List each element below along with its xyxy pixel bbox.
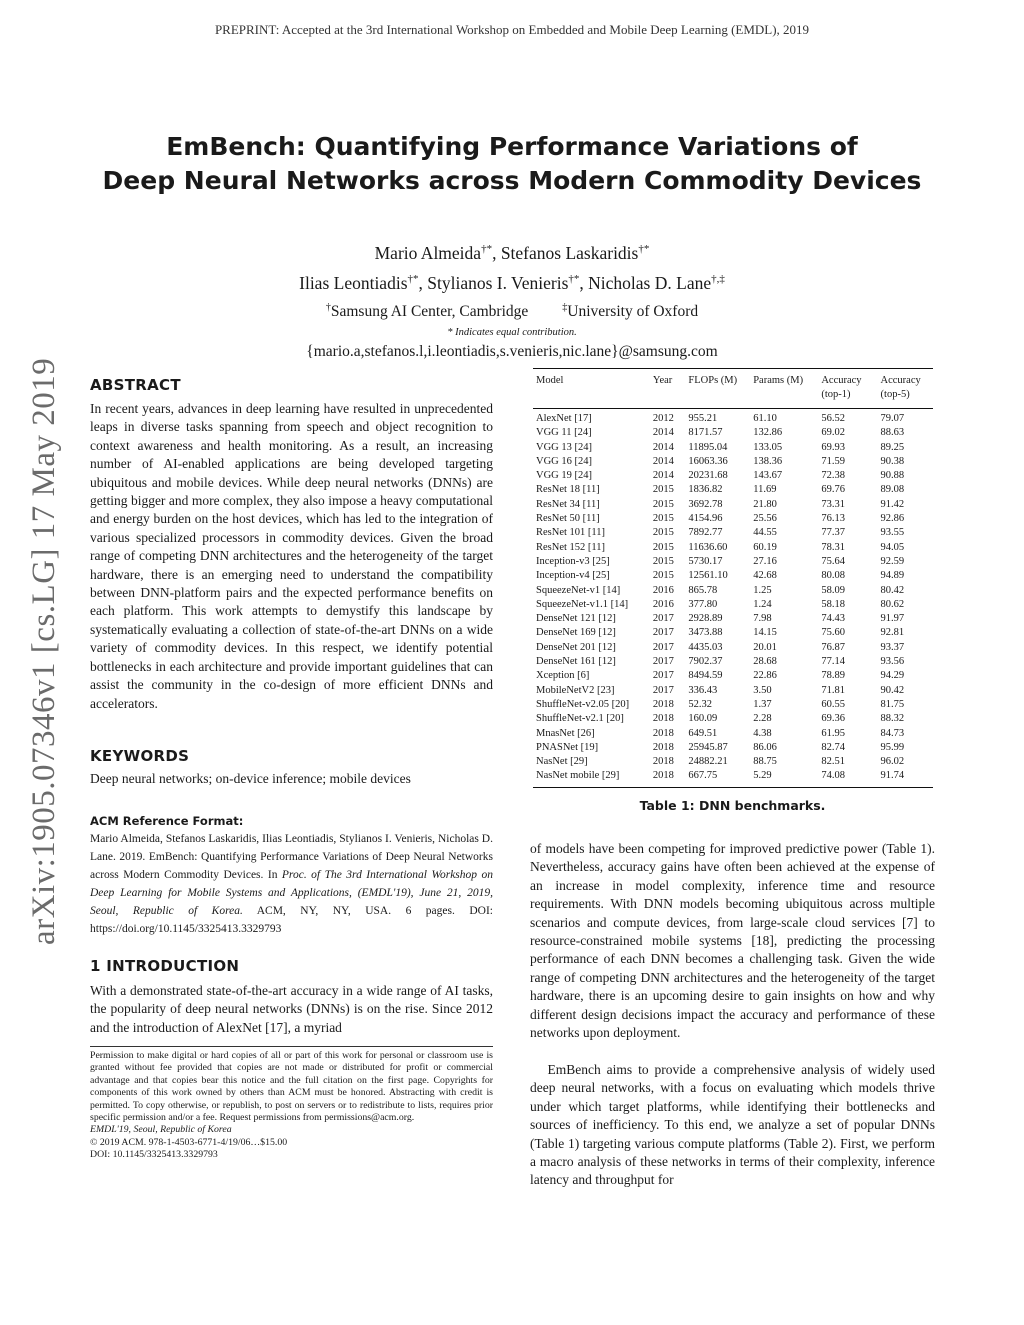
author-name: Stefanos Laskaridis xyxy=(500,242,639,263)
table-row xyxy=(533,598,933,612)
table-cell: 667.75 xyxy=(688,770,718,782)
table-cell: 89.25 xyxy=(880,441,905,453)
table-cell: 88.75 xyxy=(753,756,777,768)
table-cell: 20231.68 xyxy=(688,470,728,482)
table-cell: 2014 xyxy=(652,455,674,467)
table-row xyxy=(533,512,933,526)
table-cell: 336.43 xyxy=(688,684,718,696)
table-cell: 75.64 xyxy=(821,555,845,567)
table-row xyxy=(533,555,933,569)
column-header: Year xyxy=(652,375,673,386)
footnote-divider xyxy=(90,1046,493,1047)
table-cell: 28.68 xyxy=(753,656,777,668)
table-cell: 92.81 xyxy=(880,627,905,639)
table-cell: 132.86 xyxy=(753,427,783,439)
table-cell: 2017 xyxy=(652,627,674,639)
table-cell: Inception-v3 [25] xyxy=(536,555,610,567)
table-cell: 22.86 xyxy=(753,670,777,682)
author-mark: †* xyxy=(481,243,493,255)
table-row xyxy=(533,655,933,669)
table-cell: 84.73 xyxy=(880,727,905,739)
table-row xyxy=(533,712,933,726)
author-mark: †,‡ xyxy=(711,272,725,285)
table-cell: 80.42 xyxy=(880,584,905,596)
introduction-paragraph-2: EmBench aims to provide a comprehensive analysis of widely used deep neural networks, with a focus on evaluating which models thrive under which target platforms, while identifying their bottlenecks and sources of inefficiency. To this end, we analyze a set of popular DNNs (Table 1) targeting various compute platforms (Table 2). First, we perform a macro analysis of these networks in terms of their complexity, inference latency and throughput for xyxy=(530,1062,935,1188)
table-cell: MnasNet [26] xyxy=(536,727,595,739)
author-mark: †* xyxy=(407,272,419,285)
table-cell: 2018 xyxy=(652,756,674,768)
arxiv-stamp: arXiv:1905.07346v1 [cs.LG] 17 May 2019 xyxy=(26,357,62,945)
table-row xyxy=(533,409,933,427)
table-cell: 27.16 xyxy=(753,555,777,567)
table-cell: 2.28 xyxy=(753,713,772,725)
table-cell: DenseNet 201 [12] xyxy=(536,641,616,653)
table-cell: 79.07 xyxy=(880,413,905,424)
table-row xyxy=(533,498,933,512)
affiliation-mark: † xyxy=(325,302,331,313)
table-cell: 90.38 xyxy=(880,455,905,467)
title-line-1: EmBench: Quantifying Performance Variations of xyxy=(166,132,858,161)
table-cell: 160.09 xyxy=(688,713,718,725)
table-cell: 92.86 xyxy=(880,513,905,525)
table-cell: VGG 16 [24] xyxy=(536,455,592,467)
table-cell: 2015 xyxy=(652,484,674,496)
table-cell: 60.19 xyxy=(753,541,777,553)
table-cell: PNASNet [19] xyxy=(536,741,599,753)
table-cell: 2015 xyxy=(652,555,674,567)
table-cell: 14.15 xyxy=(753,627,777,639)
table-cell: 1.24 xyxy=(753,598,772,610)
table-cell: 2012 xyxy=(652,413,674,424)
table-row xyxy=(533,641,933,655)
table-cell: 11.69 xyxy=(753,484,777,496)
table-cell: 77.14 xyxy=(821,656,845,668)
authors-line-1: Mario Almeida†*, Stefanos Laskaridis†* xyxy=(374,242,650,263)
table-cell: 2018 xyxy=(652,770,674,782)
table-cell: DenseNet 161 [12] xyxy=(536,656,616,668)
table-cell: Xception [6] xyxy=(536,670,590,682)
table-cell: 24882.21 xyxy=(688,756,728,768)
table-cell: 3692.78 xyxy=(688,498,723,510)
table-row xyxy=(533,455,933,469)
table-cell: 2014 xyxy=(652,441,674,453)
table-cell: 2018 xyxy=(652,741,674,753)
table-cell: 2016 xyxy=(652,598,674,610)
table-cell: 2017 xyxy=(652,684,674,696)
column-header: Accuracy (top-1) xyxy=(821,375,862,400)
table-cell: 138.36 xyxy=(753,455,783,467)
table-caption: Table 1: DNN benchmarks. xyxy=(639,798,826,813)
table-cell: 377.80 xyxy=(688,598,718,610)
table-cell: 90.88 xyxy=(880,470,905,482)
table-cell: 2018 xyxy=(652,727,674,739)
permission-notice: Permission to make digital or hard copies of all or part of this work for personal or classroom use is granted without fee provided that copies are not made or distributed for profit or commercial advantage and that copies bear this notice and the full citation on the first page. Copyrights for components of this work owned by others than ACM must be honored. Abstracting with credit is permitted. To copy otherwise, or republish, to post on servers or to redistribute to lists, requires prior specific permission and/or a fee. Request permissions from permissions@acm.org. xyxy=(90,1050,493,1124)
table-row xyxy=(533,526,933,540)
table-cell: 3.50 xyxy=(753,684,772,696)
table-cell: 80.08 xyxy=(821,570,845,582)
table-cell: 92.59 xyxy=(880,555,905,567)
table-cell: 96.02 xyxy=(880,756,905,768)
table-cell: 76.13 xyxy=(821,513,845,525)
table-cell: 58.09 xyxy=(821,584,845,596)
table-cell: 955.21 xyxy=(688,413,718,424)
table-cell: 61.10 xyxy=(753,413,777,424)
table-cell: 4154.96 xyxy=(688,513,723,525)
table-cell: 91.42 xyxy=(880,498,905,510)
table-cell: 82.74 xyxy=(821,741,845,753)
introduction-heading: 1 INTRODUCTION xyxy=(90,957,240,975)
table-cell: 2015 xyxy=(652,527,674,539)
table-cell: 93.56 xyxy=(880,656,905,668)
table-cell: 5730.17 xyxy=(688,555,723,567)
table-cell: 72.38 xyxy=(821,470,845,482)
acm-reference-end: ACM, NY, NY, USA. 6 pages. DOI: https://doi.org/10.1145/3325413.3329793 xyxy=(90,905,493,935)
table-body xyxy=(533,409,933,788)
equal-contribution-note: * Indicates equal contribution. xyxy=(447,327,577,338)
table-cell: NasNet mobile [29] xyxy=(536,770,620,782)
table-cell: NasNet [29] xyxy=(536,756,588,768)
table-cell: 4435.03 xyxy=(688,641,723,653)
table-cell: 7902.37 xyxy=(688,656,723,668)
table-cell: 90.42 xyxy=(880,684,905,696)
acm-reference-plain: Mario Almeida, Stefanos Laskaridis, Ilias Leontiadis, Stylianos I. Venieris, Nicholas D. Lane. 2019. EmBench: Quantifying Performance Variations of Deep Neural Networks across Modern Commodity Devices. In xyxy=(90,833,493,881)
table-cell: 86.06 xyxy=(753,741,777,753)
table-cell: 2015 xyxy=(652,513,674,525)
table-cell: 25945.87 xyxy=(688,741,728,753)
copyright-footnote xyxy=(90,1050,493,1162)
column-header: FLOPs (M) xyxy=(688,375,738,386)
table-cell: 81.75 xyxy=(880,698,905,710)
table-cell: 21.80 xyxy=(753,498,777,510)
table-row xyxy=(533,441,933,455)
table-cell: ResNet 18 [11] xyxy=(536,484,600,496)
table-cell: 69.76 xyxy=(821,484,845,496)
introduction-text-continued: of models have been competing for improved predictive power (Table 1). Nevertheless, accuracy gains have often been achieved at the expense of an increase in model complexity, inference time and resource requirements. With DNN models becoming ubiquitous across multiple scenarios and compute devices, from large-scale cloud services [7] to resource-constrained mobile systems [18], predicting the processing performance of each DNN becomes a challenging task. Given the wide range of competing DNN architectures and the heterogeneity of the target hardware, there is an upcoming desire to gain insights on how and why different design decisions impact the accuracy and performance of these networks upon deployment. xyxy=(530,841,935,1041)
table-row xyxy=(533,426,933,440)
author-mark: †* xyxy=(638,243,650,255)
affiliation-mark: ‡ xyxy=(562,302,568,313)
table-cell: 69.93 xyxy=(821,441,845,453)
table-cell: 4.38 xyxy=(753,727,772,739)
table-cell: 2014 xyxy=(652,470,674,482)
table-cell: 2016 xyxy=(652,584,674,596)
table-cell: 649.51 xyxy=(688,727,718,739)
title-line-2: Deep Neural Networks across Modern Commodity Devices xyxy=(102,166,922,195)
table-cell: 95.99 xyxy=(880,741,905,753)
author-name: Mario Almeida xyxy=(374,242,482,263)
table-row xyxy=(533,612,933,626)
table-cell: 2017 xyxy=(652,656,674,668)
table-cell: MobileNetV2 [23] xyxy=(536,684,615,696)
table-cell: 71.81 xyxy=(821,684,845,696)
table-row xyxy=(533,684,933,698)
table-cell: 93.37 xyxy=(880,641,905,653)
keywords-text: Deep neural networks; on-device inference; mobile devices xyxy=(90,771,411,786)
table-cell: 8494.59 xyxy=(688,670,723,682)
author-mark: †* xyxy=(568,272,580,285)
table-row xyxy=(533,469,933,483)
table-row xyxy=(533,769,933,787)
acm-reference-venue: Proc. of The 3rd International Workshop on Deep Learning for Mobile Systems and Applications, (EMDL'19), June 21, 2019, Seoul, Republic of Korea. xyxy=(90,869,493,917)
table-cell: 7892.77 xyxy=(688,527,723,539)
table-cell: 56.52 xyxy=(821,413,845,424)
table-cell: 89.08 xyxy=(880,484,905,496)
table-cell: DenseNet 121 [12] xyxy=(536,613,616,625)
author-list xyxy=(0,236,1024,296)
table-cell: ShuffleNet-v2.05 [20] xyxy=(536,698,630,710)
table-cell: 78.89 xyxy=(821,670,845,682)
table-cell: 2017 xyxy=(652,641,674,653)
affiliations xyxy=(0,302,1024,321)
table-cell: 1.25 xyxy=(753,584,772,596)
table-row xyxy=(533,584,933,598)
acm-reference-text xyxy=(90,830,493,938)
table-cell: 69.02 xyxy=(821,427,845,439)
table-cell: ResNet 50 [11] xyxy=(536,513,600,525)
table-cell: ShuffleNet-v2.1 [20] xyxy=(536,713,624,725)
table-cell: 16063.36 xyxy=(688,455,728,467)
author-name: Nicholas D. Lane xyxy=(588,272,712,293)
table-cell: 11636.60 xyxy=(688,541,728,553)
table-cell: 91.97 xyxy=(880,613,905,625)
table-cell: 7.98 xyxy=(753,613,772,625)
table-row xyxy=(533,626,933,640)
table-row xyxy=(533,727,933,741)
authors-line-2: Ilias Leontiadis†*, Stylianos I. Venieris†*, Nicholas D. Lane†,‡ xyxy=(299,272,725,293)
table-cell: 74.08 xyxy=(821,770,845,782)
table-cell: 80.62 xyxy=(880,598,905,610)
table-cell: 143.67 xyxy=(753,470,783,482)
table-cell: 44.55 xyxy=(753,527,777,539)
table-cell: 2014 xyxy=(652,427,674,439)
table-row xyxy=(533,541,933,555)
table-cell: 94.29 xyxy=(880,670,905,682)
table-cell: 42.68 xyxy=(753,570,777,582)
table-row xyxy=(533,741,933,755)
table-cell: AlexNet [17] xyxy=(536,413,592,424)
table-cell: 2015 xyxy=(652,498,674,510)
table-cell: SqueezeNet-v1.1 [14] xyxy=(536,598,629,610)
table-header-row xyxy=(533,369,933,409)
column-header: Model xyxy=(536,375,564,386)
venue-line: EMDL'19, Seoul, Republic of Korea xyxy=(90,1124,232,1136)
table-cell: 865.78 xyxy=(688,584,718,596)
abstract-text: In recent years, advances in deep learning have resulted in unprecedented leaps in diverse tasks spanning from speech and object recognition to context awareness and health monitoring. As a result, an increasing number of AI-enabled applications are being developed targeting ubiquitous and mobile devices. While deep neural networks (DNNs) are getting bigger and more complex, they also impose a heavy computational and energy burden on the host devices, which has led to the integration of various specialized processors in commodity devices. Given the broad range of competing DNN architectures and the heterogeneity of the target hardware, there is an emerging need to understand the compatibility between DNN-platform pairs and the expected performance benefits on each platform. This work attempts to demystify this landscape by systematically evaluating a collection of state-of-the-art DNNs on a wide variety of commodity devices. In this respect, we identify potential bottlenecks in each architecture and provide important guidelines that can assist the community in the co-design of more efficient DNNs and accelerators. xyxy=(90,401,493,711)
table-cell: VGG 11 [24] xyxy=(536,427,592,439)
table-cell: 94.05 xyxy=(880,541,905,553)
table-cell: 1.37 xyxy=(753,698,772,710)
author-name: Ilias Leontiadis xyxy=(299,272,408,293)
table-cell: 133.05 xyxy=(753,441,783,453)
table-cell: DenseNet 169 [12] xyxy=(536,627,616,639)
table-cell: 3473.88 xyxy=(688,627,723,639)
table-cell: 71.59 xyxy=(821,455,845,467)
keywords-heading: KEYWORDS xyxy=(90,747,190,765)
affiliation-samsung: Samsung AI Center, Cambridge xyxy=(330,303,529,321)
table-cell: 88.32 xyxy=(880,713,905,725)
table-cell: 74.43 xyxy=(821,613,845,625)
table-cell: 1836.82 xyxy=(688,484,723,496)
preprint-header: PREPRINT: Accepted at the 3rd International Workshop on Embedded and Mobile Deep Learning (EMDL), 2019 xyxy=(214,22,810,37)
table-cell: 94.89 xyxy=(880,570,905,582)
table-cell: Inception-v4 [25] xyxy=(536,570,610,582)
table-cell: 20.01 xyxy=(753,641,777,653)
table-cell: 2015 xyxy=(652,541,674,553)
acm-reference-heading: ACM Reference Format: xyxy=(90,814,244,828)
table-cell: 2018 xyxy=(652,713,674,725)
table-cell: 12561.10 xyxy=(688,570,728,582)
table-cell: 2018 xyxy=(652,698,674,710)
dnn-benchmarks-table xyxy=(533,368,933,788)
table-cell: 77.37 xyxy=(821,527,845,539)
table-cell: 61.95 xyxy=(821,727,845,739)
paper-title xyxy=(0,130,1024,198)
table-cell: ResNet 34 [11] xyxy=(536,498,600,510)
doi-line: DOI: 10.1145/3325413.3329793 xyxy=(90,1149,218,1161)
table-row xyxy=(533,698,933,712)
author-name: Stylianos I. Venieris xyxy=(427,272,569,293)
table-cell: 78.31 xyxy=(821,541,845,553)
table-cell: 8171.57 xyxy=(688,427,723,439)
column-header: Accuracy (top-5) xyxy=(880,375,921,400)
table-cell: 82.51 xyxy=(821,756,845,768)
table-cell: 2928.89 xyxy=(688,613,723,625)
table-cell: 11895.04 xyxy=(688,441,728,453)
introduction-text: With a demonstrated state-of-the-art accuracy in a wide range of AI tasks, the popularity of deep neural networks (DNNs) is on the rise. Since 2012 and the introduction of AlexNet [17], a myriad xyxy=(90,983,493,1035)
table-cell: 93.55 xyxy=(880,527,905,539)
table-cell: SqueezeNet-v1 [14] xyxy=(536,584,621,596)
table-cell: VGG 13 [24] xyxy=(536,441,592,453)
table-row xyxy=(533,669,933,683)
table-cell: 2017 xyxy=(652,670,674,682)
table-cell: 76.87 xyxy=(821,641,845,653)
table-cell: 88.63 xyxy=(880,427,905,439)
table-cell: 2017 xyxy=(652,613,674,625)
table-cell: 60.55 xyxy=(821,698,845,710)
affiliation-oxford: University of Oxford xyxy=(567,303,699,321)
table-cell: 73.31 xyxy=(821,498,845,510)
table-cell: VGG 19 [24] xyxy=(536,470,592,482)
table-cell: 58.18 xyxy=(821,598,845,610)
column-header: Params (M) xyxy=(753,375,804,386)
table-cell: 75.60 xyxy=(821,627,845,639)
table-cell: ResNet 101 [11] xyxy=(536,527,606,539)
abstract-heading: ABSTRACT xyxy=(90,376,181,394)
table-cell: 91.74 xyxy=(880,770,905,782)
table-row xyxy=(533,755,933,769)
table-cell: 69.36 xyxy=(821,713,845,725)
table-row xyxy=(533,569,933,583)
table-cell: 25.56 xyxy=(753,513,777,525)
table-cell: 2015 xyxy=(652,570,674,582)
author-emails: {mario.a,stefanos.l,i.leontiadis,s.venieris,nic.lane}@samsung.com xyxy=(306,343,718,360)
table-cell: 52.32 xyxy=(688,698,713,710)
table-cell: 5.29 xyxy=(753,770,772,782)
table-row xyxy=(533,483,933,497)
copyright-line: © 2019 ACM. 978-1-4503-6771-4/19/06…$15.00 xyxy=(90,1136,288,1148)
table-cell: ResNet 152 [11] xyxy=(536,541,606,553)
